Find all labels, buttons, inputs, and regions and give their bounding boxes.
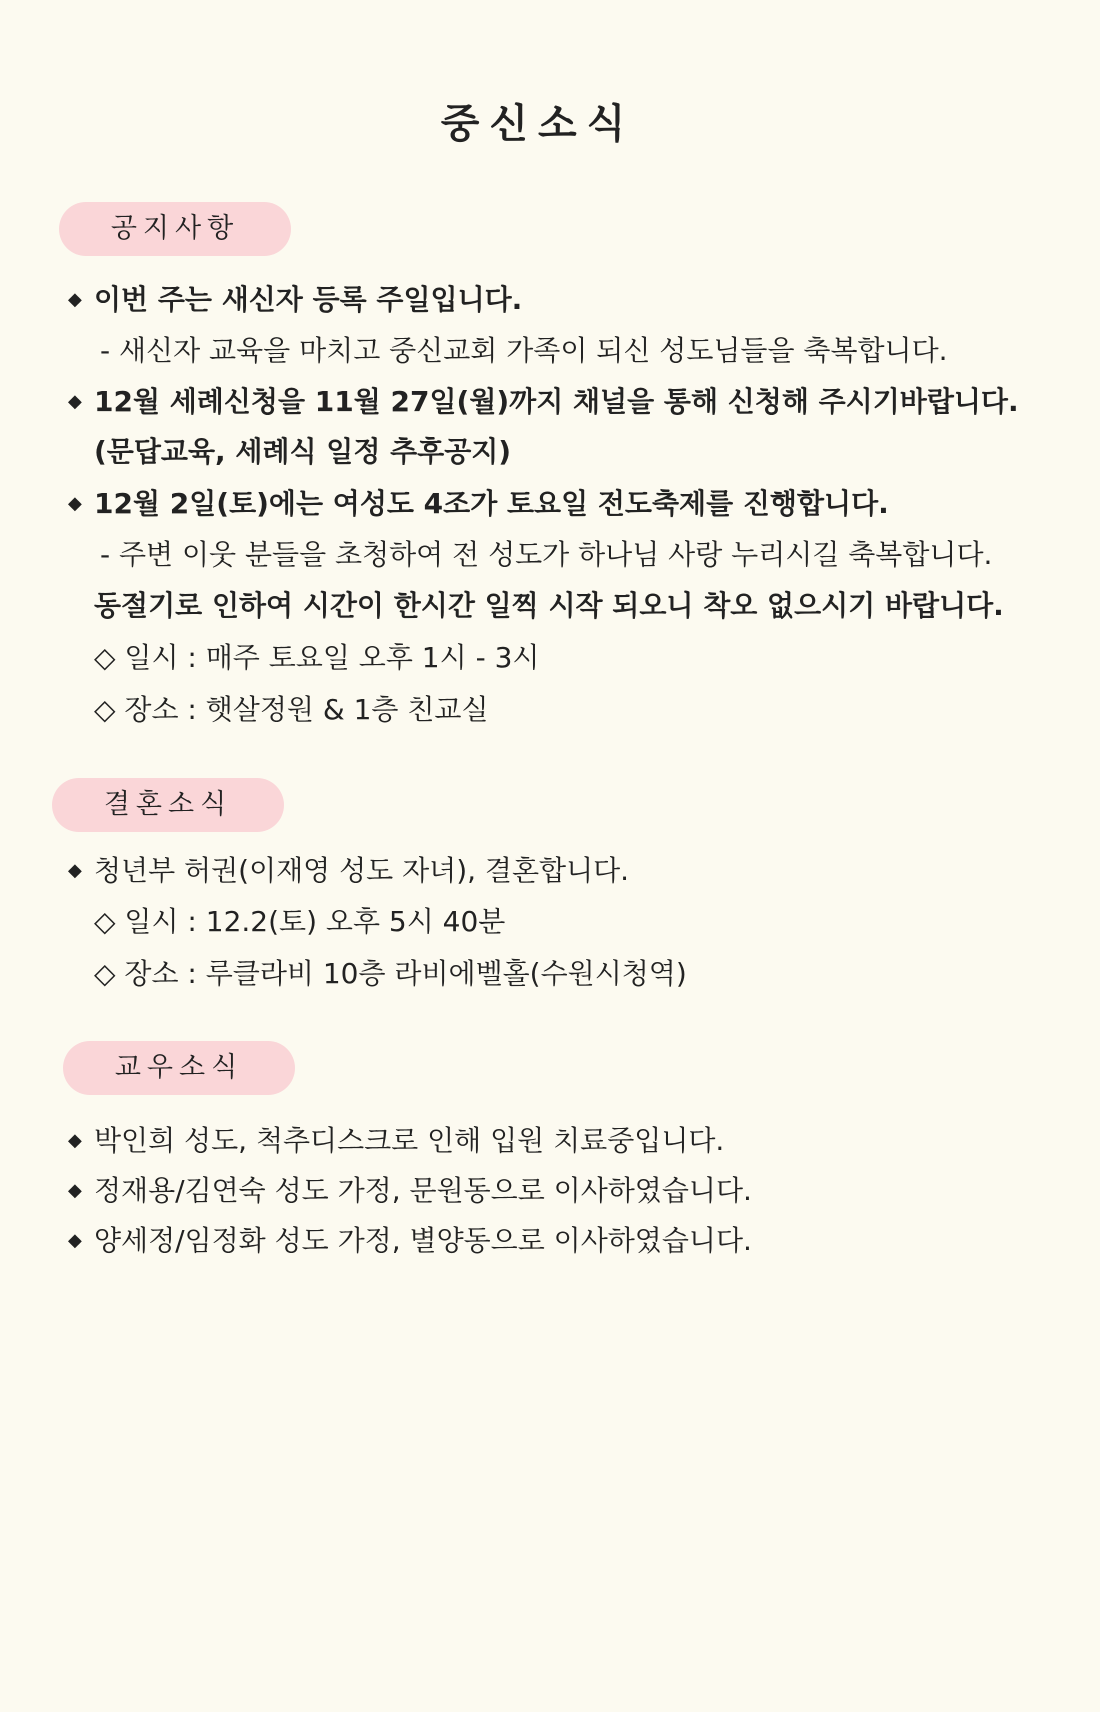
bullet-icon: ◆ <box>68 289 82 310</box>
bullet-icon: ◆ <box>68 1230 82 1251</box>
member-item-3: 양세정/임정화 성도 가정, 별양동으로 이사하였습니다. <box>94 1224 752 1257</box>
section-header-members: 교우소식 <box>63 1041 295 1095</box>
notice-item-1-title: 이번 주는 새신자 등록 주일입니다. <box>94 283 523 316</box>
section-header-notices: 공지사항 <box>59 202 291 256</box>
wedding-time: ◇ 일시 : 12.2(토) 오후 5시 40분 <box>94 905 506 938</box>
wedding-item-1: 청년부 허권(이재영 성도 자녀), 결혼합니다. <box>94 854 630 887</box>
member-item-1: 박인희 성도, 척추디스크로 인해 입원 치료중입니다. <box>94 1124 725 1157</box>
bullet-icon: ◆ <box>68 493 82 514</box>
page-title: 중신소식 <box>440 101 636 147</box>
notice-item-2-title: 12월 세례신청을 11월 27일(월)까지 채널을 통해 신청해 주시기바랍니다. <box>94 385 1019 418</box>
notice-item-3-bold: 동절기로 인하여 시간이 한시간 일찍 시작 되오니 착오 없으시기 바랍니다. <box>94 589 1004 622</box>
section-header-wedding: 결혼소식 <box>52 778 284 832</box>
notice-item-3-sub: - 주변 이웃 분들을 초청하여 전 성도가 하나님 사랑 누리시길 축복합니다. <box>100 538 993 571</box>
wedding-place: ◇ 장소 : 루클라비 10층 라비에벨홀(수원시청역) <box>94 957 687 990</box>
bullet-icon: ◆ <box>68 1130 82 1151</box>
bullet-icon: ◆ <box>68 860 82 881</box>
notice-item-3-title: 12월 2일(토)에는 여성도 4조가 토요일 전도축제를 진행합니다. <box>94 487 889 520</box>
member-item-2: 정재용/김연숙 성도 가정, 문원동으로 이사하였습니다. <box>94 1174 752 1207</box>
notice-item-3-time: ◇ 일시 : 매주 토요일 오후 1시 - 3시 <box>94 641 540 674</box>
notice-item-2-cont: (문답교육, 세례식 일정 추후공지) <box>94 435 512 468</box>
notice-item-1-sub: - 새신자 교육을 마치고 중신교회 가족이 되신 성도님들을 축복합니다. <box>100 334 948 367</box>
notice-item-3-place: ◇ 장소 : 햇살정원 & 1층 친교실 <box>94 693 489 726</box>
bullet-icon: ◆ <box>68 391 82 412</box>
bullet-icon: ◆ <box>68 1180 82 1201</box>
